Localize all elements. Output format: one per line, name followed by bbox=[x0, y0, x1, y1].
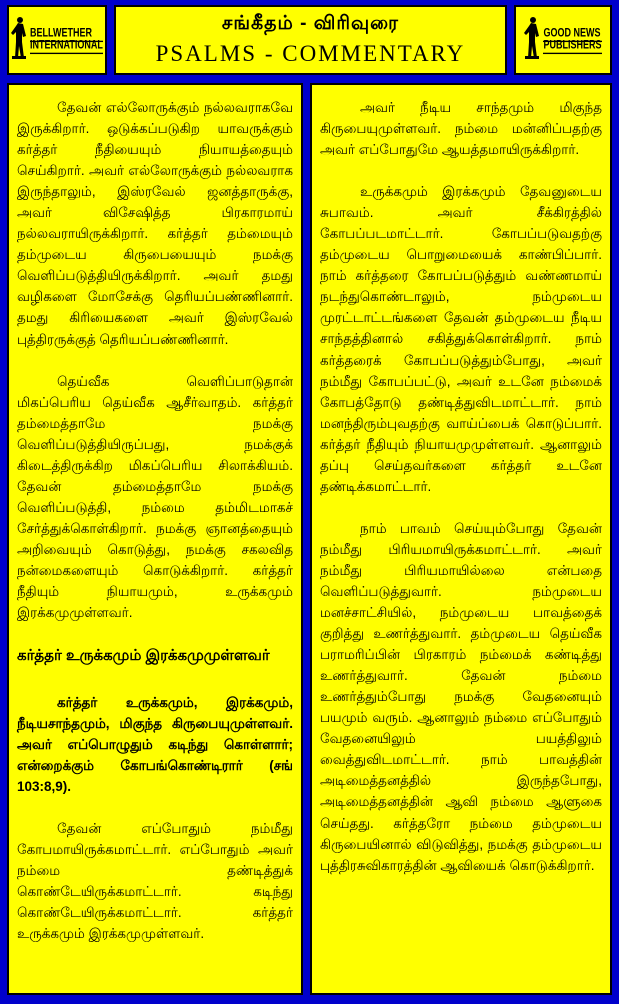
tamil-title: சங்கீதம் - விரிவுரை bbox=[221, 13, 399, 34]
bellwether-logo-text bbox=[30, 25, 103, 53]
right-paragraph-1: அவர் நீடிய சாந்தமும் மிகுந்த கிருபையுமுள்ளவர். நம்மை மன்னிப்பதற்கு அவர் எப்போதுமே ஆயத்தமாயிருக்கிறார். bbox=[320, 100, 602, 158]
bellwether-logo-line1: BELLWETHER bbox=[30, 26, 103, 43]
goodnews-logo-line2: PUBLISHERS bbox=[543, 38, 601, 55]
bellwether-figure-icon bbox=[11, 16, 27, 65]
english-title: PSALMS - COMMENTARY bbox=[155, 41, 466, 66]
goodnews-logo-line1: GOOD NEWS bbox=[543, 26, 601, 43]
section-heading: கர்த்தர் உருக்கமும் இரக்கமுமுள்ளவர் bbox=[17, 647, 270, 665]
left-paragraph-1: தேவன் எல்லோருக்கும் நல்லவராகவே இருக்கிறார். ஒடுக்கப்படுகிற யாவருக்கும் கர்த்தர் நீதியையும் நியாயத்தையும் செய்கிறார். அவர் எல்லோருக்கும் நல்லவராக இருந்தாலும், இஸ்ரவேல் ஜனத்தாருக்கு, அவர் விசேஷித்த பிரகாரமாய் நல்லவராயிருக்கிறார். கர்த்தர் தம்மையும் தம்முடைய கிருபையையும் நமக்கு வெளிப்படுத்தியிருக்கிறார். அவர் தமது வழிகளை மோசேக்கு தெரியப்பண்ணினார். தமது கிரியைகளை அவர் இஸ்ரவேல் புத்திரருக்குத் தெரியப்பண்ணினார். bbox=[17, 100, 293, 347]
right-paragraph-3: நாம் பாவம் செய்யும்போது தேவன் நம்மீது பிரியமாயிருக்கமாட்டார். அவர் நம்மீது பிரியமாயில்லை என்பதை வெளிப்படுத்துவார். நம்முடைய மனச்சாட்சியில், நம்முடைய பாவத்தைக் குறித்து உணர்த்துவார். தம்முடைய தெய்வீக பராமரிப்பின் பிரகாரம் நம்மைக் கண்டித்து உணர்த்துவார். தேவன் நம்மை உணர்த்தும்போது நமக்கு வேதனையும் பயமும் வரும். ஆனாலும் நம்மை எப்போதும் வேதனையிலும் பயத்திலும் வைத்துவிடமாட்டார். நாம் பாவத்தின் அடிமைத்தனத்தில் இருந்தபோது, அடிமைத்தனத்தின் ஆவி நம்மை ஆளுகை செய்தது. கர்த்தரோ நம்மை தம்முடைய கிருபையினால் விடுவித்து, நமக்கு தம்முடைய புத்திரசுவிகாரத்தின் ஆவியைக் கொடுக்கிறார். bbox=[320, 520, 602, 873]
right-column bbox=[310, 83, 612, 995]
title-box bbox=[114, 5, 507, 75]
scripture-quote: கர்த்தர் உருக்கமும், இரக்கமும், நீடியசாந்தமும், மிகுந்த கிருபையுமுள்ளவர். அவர் எப்பொழுதும் கடிந்து கொள்ளார்; என்றைக்கும் கோபங்கொண்டிரார் (சங் 103:8,9). bbox=[17, 694, 293, 794]
bellwether-logo bbox=[7, 5, 107, 75]
left-paragraph-2: தெய்வீக வெளிப்பாடுதான் மிகப்பெரிய தெய்வீக ஆசீர்வாதம். கர்த்தர் தம்மைத்தாமே நமக்கு வெளிப்படுத்தியிருப்பது, நமக்குக் கிடைத்திருக்கிற மிகப்பெரிய சிலாக்கியம். தேவன் தம்மைத்தாமே நமக்கு வெளிப்படுத்தி, நம்மை தம்மிடமாகச் சேர்த்துக்கொள்கிறார். நமக்கு ஞானத்தையும் அறிவையும் கொடுத்து, நமக்கு சகலவித நன்மைகளையும் கொடுக்கிறார். கர்த்தர் நீதியும் நியாயமும், உருக்கமும் இரக்கமுமுள்ளவர். bbox=[17, 373, 293, 621]
page-header bbox=[7, 5, 612, 75]
left-column bbox=[7, 83, 303, 995]
goodnews-figure-icon bbox=[524, 16, 540, 65]
goodnews-logo bbox=[514, 5, 612, 75]
bellwether-logo-line2: INTERNATIONAL bbox=[30, 38, 103, 55]
commentary-content bbox=[7, 83, 612, 995]
goodnews-logo-text bbox=[543, 25, 602, 53]
right-paragraph-2: உருக்கமும் இரக்கமும் தேவனுடைய சுபாவம். அவர் சீக்கிரத்தில் கோபப்படமாட்டார். கோபப்படுவதற்கு தம்முடைய பொறுமையைக் காண்பிப்பார். நாம் கர்த்தரை கோபப்படுத்தும் வண்ணமாய் நடந்துகொண்டாலும், நம்முடைய முரட்டாட்டங்களை தேவன் தம்முடைய நீடிய சாந்தத்தினால் சகித்துக்கொள்கிறார். நாம் கர்த்தரைக் கோபப்படுத்தும்போது, அவர் நம்மீது கோபப்பட்டு, அவர் உடனே நம்மைக் கோபத்தோடு தண்டித்துவிடமாட்டார். நாம் மனந்திரும்புவதற்கு வாய்ப்பைக் கொடுப்பார். கர்த்தர் நீதியும் நியாயமுமுள்ளவர். ஆனாலும் தப்பு செய்தவர்களை கர்த்தர் உடனே தண்டிக்கமாட்டார். bbox=[320, 184, 602, 494]
left-paragraph-3: தேவன் எப்போதும் நம்மீது கோபமாயிருக்கமாட்டார். எப்போதும் அவர் நம்மை தண்டித்துக் கொண்டேயிருக்கமாட்டார். கடிந்து கொண்டேயிருக்கமாட்டார். கர்த்தர் உருக்கமும் இரக்கமுமுள்ளவர். bbox=[17, 820, 293, 941]
